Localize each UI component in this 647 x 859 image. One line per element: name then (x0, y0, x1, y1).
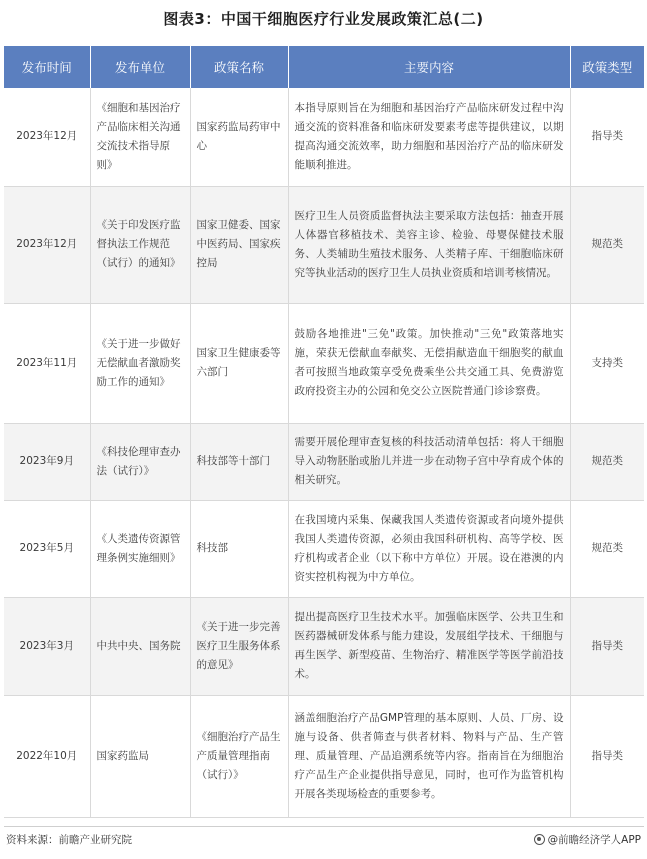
cell-content: 涵盖细胞治疗产品GMP管理的基本原则、人员、厂房、设施与设备、供者筛查与供者材料、物料与产品、生产管理、质量管理、产品追溯系统等内容。指南旨在为细胞治疗产品生产企业提供指导意见，同时，也可作为监管机构开展各类现场检查的重要参考。 (288, 695, 570, 817)
cell-content: 鼓励各地推进"三免"政策。加快推动"三免"政策落地实施，荣获无偿献血奉献奖、无偿捐献造血干细胞奖的献血者可按照当地政策享受免费乘坐公共交通工具、免费游览政府投资主办的公园和免交公立医院普通门诊诊察费。 (288, 303, 570, 423)
table-header-row (4, 46, 644, 88)
cell-time: 2023年12月 (4, 186, 90, 303)
table-row (4, 303, 644, 423)
cell-content: 需要开展伦理审查复核的科技活动清单包括：将人干细胞导入动物胚胎或胎儿并进一步在动物子宫中孕育成个体的相关研究。 (288, 423, 570, 500)
brand-credit (534, 832, 641, 847)
cell-unit: 《关于印发医疗监督执法工作规范（试行）的通知》 (90, 186, 190, 303)
cell-name: 国家卫生健康委等六部门 (190, 303, 288, 423)
cell-type: 规范类 (570, 186, 644, 303)
header-unit: 发布单位 (90, 46, 190, 88)
cell-name: 《关于进一步完善医疗卫生服务体系的意见》 (190, 597, 288, 695)
footer-divider (4, 826, 644, 827)
cell-type: 指导类 (570, 695, 644, 817)
cell-time: 2023年5月 (4, 500, 90, 597)
policy-table (4, 46, 644, 818)
header-type: 政策类型 (570, 46, 644, 88)
cell-time: 2023年3月 (4, 597, 90, 695)
header-time: 发布时间 (4, 46, 90, 88)
table-row (4, 88, 644, 186)
header-name: 政策名称 (190, 46, 288, 88)
table-row (4, 186, 644, 303)
cell-unit: 《细胞和基因治疗产品临床相关沟通交流技术指导原则》 (90, 88, 190, 186)
cell-type: 规范类 (570, 500, 644, 597)
table-row (4, 597, 644, 695)
cell-content: 医疗卫生人员资质监督执法主要采取方法包括：抽查开展人体器官移植技术、美容主诊、检验、母婴保健技术服务、人类辅助生殖技术服务、人类精子库、干细胞临床研究等执业活动的医疗卫生人员执业资质和培训考核情况。 (288, 186, 570, 303)
cell-content: 提出提高医疗卫生技术水平。加强临床医学、公共卫生和医药器械研发体系与能力建设，发展组学技术、干细胞与再生医学、新型疫苗、生物治疗、精准医学等医学前沿技术。 (288, 597, 570, 695)
header-content: 主要内容 (288, 46, 570, 88)
cell-type: 规范类 (570, 423, 644, 500)
cell-unit: 《人类遗传资源管理条例实施细则》 (90, 500, 190, 597)
qianzhan-logo-icon (534, 834, 545, 845)
cell-unit: 中共中央、国务院 (90, 597, 190, 695)
cell-type: 支持类 (570, 303, 644, 423)
cell-name: 科技部等十部门 (190, 423, 288, 500)
source-note: 资料来源：前瞻产业研究院 (6, 834, 132, 846)
table-row (4, 500, 644, 597)
brand-label: @前瞻经济学人APP (547, 834, 641, 846)
cell-unit: 《关于进一步做好无偿献血者激励奖励工作的通知》 (90, 303, 190, 423)
cell-type: 指导类 (570, 597, 644, 695)
cell-time: 2022年10月 (4, 695, 90, 817)
table-row (4, 695, 644, 817)
cell-type: 指导类 (570, 88, 644, 186)
cell-name: 《细胞治疗产品生产质量管理指南（试行）》 (190, 695, 288, 817)
page-title: 图表3：中国干细胞医疗行业发展政策汇总(二) (163, 10, 484, 28)
cell-content: 在我国境内采集、保藏我国人类遗传资源或者向境外提供我国人类遗传资源，必须由我国科研机构、高等学校、医疗机构或者企业（以下称中方单位）开展。设在港澳的内资实控机构视为中方单位。 (288, 500, 570, 597)
cell-name: 国家药监局药审中心 (190, 88, 288, 186)
table-row (4, 423, 644, 500)
cell-content: 本指导原则旨在为细胞和基因治疗产品临床研发过程中沟通交流的资料准备和临床研发要素考虑等提供建议，以期提高沟通交流效率，助力细胞和基因治疗产品的临床研发能顺利推进。 (288, 88, 570, 186)
cell-name: 科技部 (190, 500, 288, 597)
cell-name: 国家卫健委、国家中医药局、国家疾控局 (190, 186, 288, 303)
cell-unit: 国家药监局 (90, 695, 190, 817)
cell-time: 2023年11月 (4, 303, 90, 423)
cell-time: 2023年12月 (4, 88, 90, 186)
cell-unit: 《科技伦理审查办法（试行）》 (90, 423, 190, 500)
cell-time: 2023年9月 (4, 423, 90, 500)
